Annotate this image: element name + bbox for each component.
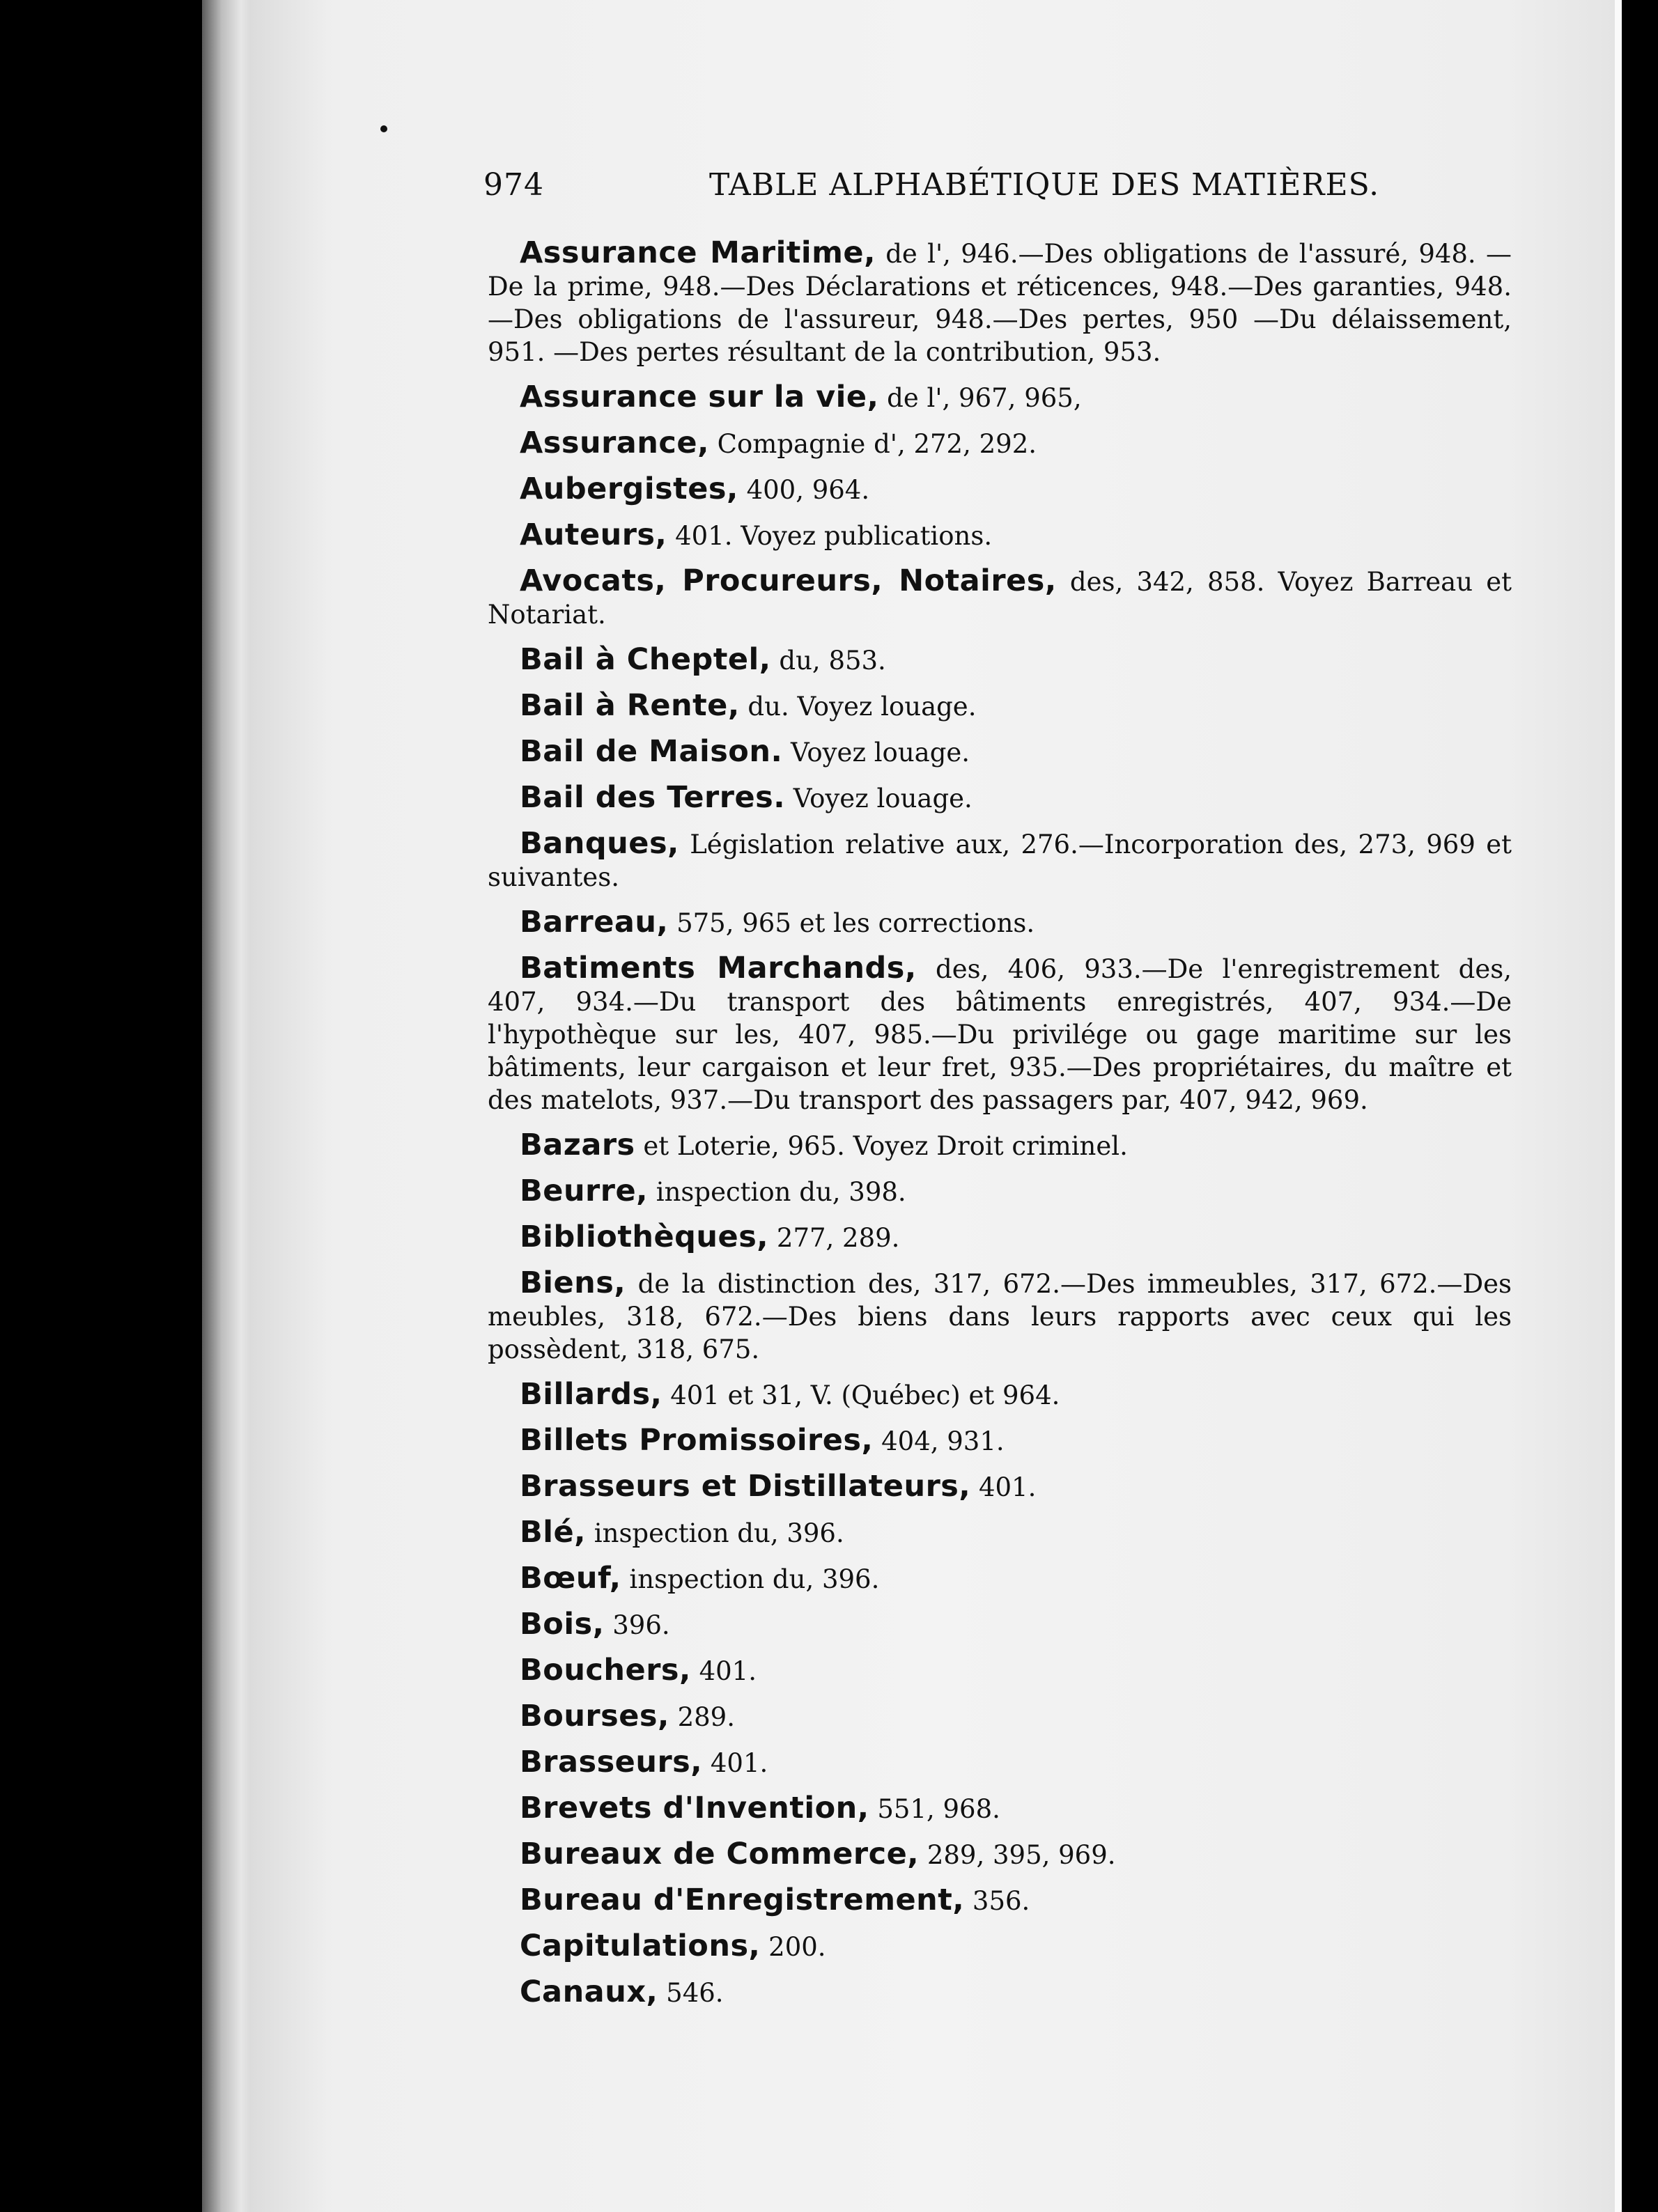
index-entry — [488, 565, 1512, 631]
entry-text: inspection du, 398. — [647, 1177, 906, 1207]
index-entry — [488, 781, 1512, 815]
index-entry — [488, 1129, 1512, 1162]
entry-heading: Bail de Maison. — [520, 734, 783, 769]
index-entry — [488, 1838, 1512, 1871]
entry-heading: Assurance sur la vie, — [520, 380, 879, 414]
entry-text: 575, 965 et les corrections. — [668, 908, 1035, 938]
entry-text: de l', 967, 965, — [878, 383, 1082, 413]
entry-heading: Bureaux de Commerce, — [520, 1837, 920, 1871]
entry-heading: Bourses, — [520, 1699, 669, 1734]
entry-text: 401. — [970, 1472, 1037, 1502]
entry-text: inspection du, 396. — [586, 1518, 844, 1548]
index-entry — [488, 427, 1512, 460]
entry-heading: Beurre, — [520, 1174, 648, 1208]
entry-text: des, 342, 858. Voyez Barreau et Notariat. — [488, 567, 1512, 630]
entry-heading: Brasseurs et Distillateurs, — [520, 1469, 971, 1504]
entry-heading: Bail des Terres. — [520, 780, 786, 815]
entry-text: du, 853. — [770, 646, 886, 676]
index-entry — [488, 381, 1512, 414]
index-entry — [488, 644, 1512, 677]
index-entry — [488, 1516, 1512, 1550]
index-entry — [488, 1746, 1512, 1779]
entry-text: Législation relative aux, 276.—Incorporation des, 273, 969 et suivantes. — [488, 830, 1512, 892]
entry-heading: Bœuf, — [520, 1561, 621, 1596]
entry-text: et Loterie, 965. Voyez Droit criminel. — [635, 1131, 1128, 1161]
index-entry — [488, 1562, 1512, 1596]
entry-text: 396. — [604, 1610, 670, 1640]
entry-text: de la distinction des, 317, 672.—Des immeubles, 317, 672.—Des meubles, 318, 672.—Des biens dans leurs rapports avec ceux qui les possèdent, 318, 675. — [488, 1269, 1512, 1364]
entry-text: 200. — [760, 1932, 826, 1962]
index-entry — [488, 1608, 1512, 1642]
entry-text: Voyez louage. — [785, 784, 973, 813]
entry-text: 289, 395, 969. — [919, 1840, 1116, 1870]
entry-text: 551, 968. — [869, 1794, 1000, 1824]
entry-heading: Auteurs, — [520, 517, 667, 552]
entry-text: 401. Voyez publications. — [667, 521, 993, 551]
entry-heading: Bail à Rente, — [520, 688, 740, 723]
entry-heading: Bibliothèques, — [520, 1220, 769, 1254]
entry-heading: Biens, — [520, 1265, 626, 1300]
entry-heading: Brevets d'Invention, — [520, 1791, 869, 1825]
entry-text: inspection du, 396. — [621, 1564, 880, 1594]
book-spine — [202, 0, 258, 2212]
entry-heading: Capitulations, — [520, 1929, 761, 1963]
index-entry — [488, 1976, 1512, 2009]
running-title: TABLE ALPHABÉTIQUE DES MATIÈRES. — [709, 167, 1380, 203]
entry-heading: Canaux, — [520, 1975, 658, 2009]
entry-heading: Bazars — [520, 1128, 635, 1162]
index-entry — [488, 1221, 1512, 1254]
index-entry — [488, 1930, 1512, 1963]
entry-text: 546. — [658, 1978, 724, 2008]
index-entry — [488, 906, 1512, 940]
index-entry — [488, 1424, 1512, 1458]
index-entry — [488, 952, 1512, 1116]
entry-heading: Assurance Maritime, — [520, 235, 876, 270]
entry-heading: Bouchers, — [520, 1653, 691, 1688]
entry-text: du. Voyez louage. — [739, 692, 977, 722]
index-entry — [488, 1378, 1512, 1412]
index-entry — [488, 827, 1512, 894]
entry-text: 400, 964. — [738, 475, 870, 505]
page-number: 974 — [483, 167, 544, 203]
entry-heading: Blé, — [520, 1515, 587, 1550]
entry-heading: Bail à Cheptel, — [520, 642, 771, 677]
entry-text: 404, 931. — [873, 1426, 1005, 1456]
entry-heading: Billets Promissoires, — [520, 1423, 874, 1458]
entry-text: Voyez louage. — [782, 738, 970, 768]
index-entry — [488, 519, 1512, 552]
entry-text: 401. — [702, 1748, 768, 1778]
entry-heading: Brasseurs, — [520, 1745, 703, 1779]
entry-text: des, 406, 933.—De l'enregistrement des, 407, 934.—Du transport des bâtiments enregistrés, 407, 934.—De l'hypothèque sur les, 407, 985.—Du privilége ou gage maritime sur les bâtiments, leur cargaison et leur fret, 935.—Des propriétaires, du maître et des matelots, 937.—Du transport des passagers par, 407, 942, 969. — [488, 954, 1512, 1115]
entry-text: 401. — [690, 1656, 757, 1686]
entry-text: 289. — [669, 1702, 735, 1732]
entry-heading: Billards, — [520, 1377, 663, 1412]
entry-text: Compagnie d', 272, 292. — [708, 429, 1037, 459]
running-head — [483, 167, 1512, 209]
ink-speck — [380, 125, 387, 132]
entry-heading: Aubergistes, — [520, 472, 738, 506]
index-entry — [488, 735, 1512, 769]
index-entry — [488, 1700, 1512, 1734]
entry-heading: Barreau, — [520, 905, 669, 940]
index-entry — [488, 690, 1512, 723]
entry-heading: Batiments Marchands, — [520, 951, 917, 986]
entry-heading: Avocats, Procureurs, Notaires, — [520, 563, 1057, 598]
index-entry — [488, 1654, 1512, 1688]
entry-heading: Banques, — [520, 826, 679, 861]
entry-text: 277, 289. — [768, 1223, 900, 1253]
index-entry — [488, 473, 1512, 506]
index-entry — [488, 1267, 1512, 1366]
index-entry — [488, 1470, 1512, 1504]
entry-heading: Bureau d'Enregistrement, — [520, 1883, 965, 1917]
entry-heading: Bois, — [520, 1607, 605, 1642]
entry-text: 356. — [964, 1886, 1030, 1916]
entry-heading: Assurance, — [520, 426, 709, 460]
index-content — [483, 167, 1512, 2022]
index-entry — [488, 1792, 1512, 1825]
page-edge — [1615, 0, 1622, 2212]
index-entry — [488, 1175, 1512, 1208]
entry-text: 401 et 31, V. (Québec) et 964. — [662, 1380, 1060, 1410]
index-entry — [488, 1884, 1512, 1917]
entry-text: de l', 946.—Des obligations de l'assuré, 948. —De la prime, 948.—Des Déclarations et réticences, 948.—Des garanties, 948.—Des obligations de l'assureur, 948.—Des pertes, 950 —Du délaissement, 951. —Des pertes résultant de la contribution, 953. — [488, 239, 1512, 367]
index-entry — [488, 237, 1512, 368]
